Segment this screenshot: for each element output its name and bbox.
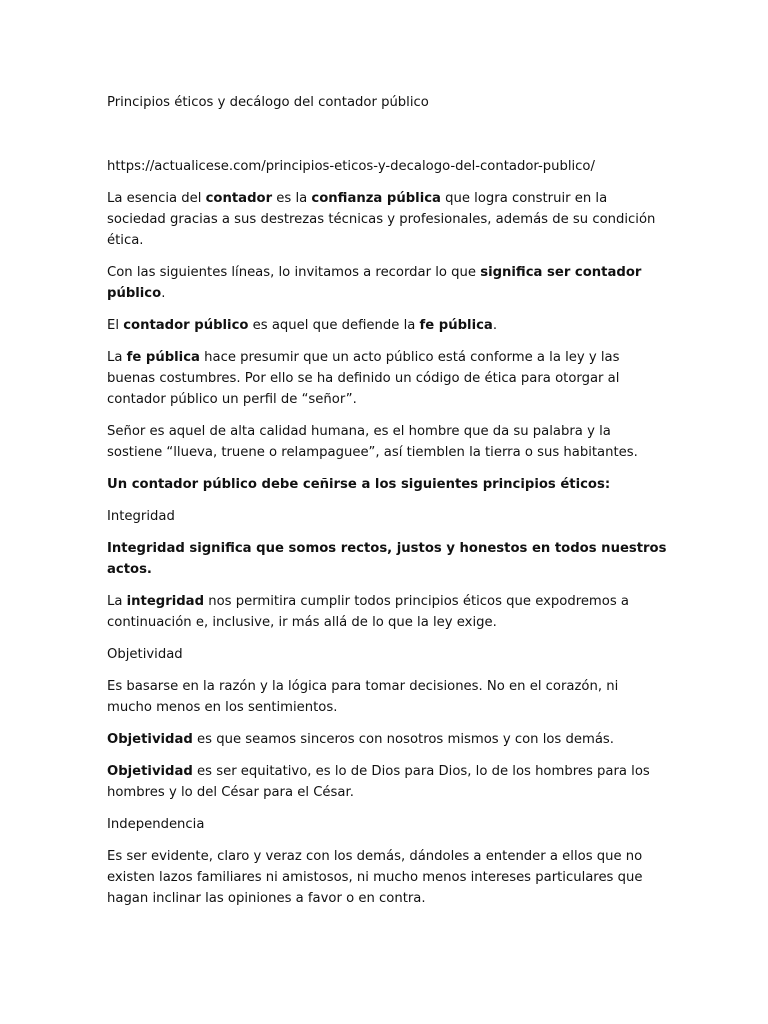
bold-text: fe pública <box>126 350 200 365</box>
paragraph <box>107 188 667 251</box>
paragraph <box>107 676 667 718</box>
paragraph <box>107 506 667 527</box>
paragraph <box>107 846 667 909</box>
text-run: Con las siguientes líneas, lo invitamos a recordar lo que <box>107 265 481 280</box>
document-title: Principios éticos y decálogo del contador público <box>107 95 429 110</box>
paragraph <box>107 315 667 336</box>
document-page <box>107 92 667 920</box>
text-run: La <box>107 594 127 609</box>
text-run: es que seamos sinceros con nosotros mismos y con los demás. <box>192 732 614 747</box>
bold-text: fe pública <box>419 318 493 333</box>
text-run: es aquel que defiende la <box>248 318 420 333</box>
paragraph <box>107 347 667 410</box>
text-run: . <box>492 318 498 333</box>
bold-text: Objetividad <box>107 732 193 747</box>
text-run: Objetividad <box>107 647 183 662</box>
text-run: . <box>161 286 166 301</box>
paragraph <box>107 729 667 750</box>
text-run: Señor es aquel de alta calidad humana, es el hombre que da su palabra y la sostiene “llueva, truene o relampaguee”, así tiemblen la tierra o sus habitantes. <box>107 424 638 460</box>
paragraph <box>107 474 667 495</box>
bold-text: contador público <box>123 318 249 333</box>
text-run: nos permitira cumplir todos principios éticos que expodremos a continuación e, inclusive, ir más allá de lo que la ley exige. <box>107 594 629 630</box>
paragraph <box>107 644 667 665</box>
bold-text: Integridad significa que somos rectos, justos y honestos en todos nuestros actos. <box>107 541 667 577</box>
bold-text: significa ser contador público <box>107 265 642 301</box>
paragraph <box>107 814 667 835</box>
text-run: La <box>107 350 127 365</box>
text-run: Es basarse en la razón y la lógica para tomar decisiones. No en el corazón, ni mucho menos en los sentimientos. <box>107 679 619 715</box>
paragraph <box>107 262 667 304</box>
bold-text: contador <box>205 191 273 206</box>
bold-text: confianza pública <box>311 191 441 206</box>
bold-text: integridad <box>126 594 205 609</box>
bold-text: Un contador público debe ceñirse a los siguientes principios éticos: <box>107 477 611 492</box>
paragraph <box>107 761 667 803</box>
text-run: es ser equitativo, es lo de Dios para Dios, lo de los hombres para los hombres y lo del César para el César. <box>107 764 650 800</box>
document-body <box>107 188 667 909</box>
paragraph <box>107 591 667 633</box>
bold-text: Objetividad <box>107 764 193 779</box>
paragraph <box>107 421 667 463</box>
text-run: Es ser evidente, claro y veraz con los demás, dándoles a entender a ellos que no existen lazos familiares ni amistosos, ni mucho menos intereses particulares que hagan inclinar las opiniones a favor o en contra. <box>107 849 643 906</box>
paragraph <box>107 538 667 580</box>
text-run: hace presumir que un acto público está conforme a la ley y las buenas costumbres. Por ello se ha definido un código de ética para otorgar al contador público un perfil de “señor”. <box>107 350 620 407</box>
text-run: Integridad <box>107 509 175 524</box>
text-run: La esencia del <box>107 191 206 206</box>
text-run: Independencia <box>107 817 205 832</box>
text-run: que logra construir en la sociedad gracias a sus destrezas técnicas y profesionales, además de su condición ética. <box>107 191 656 248</box>
text-run: El <box>107 318 124 333</box>
text-run: es la <box>272 191 312 206</box>
source-url: https://actualicese.com/principios-eticos-y-decalogo-del-contador-publico/ <box>107 159 595 174</box>
